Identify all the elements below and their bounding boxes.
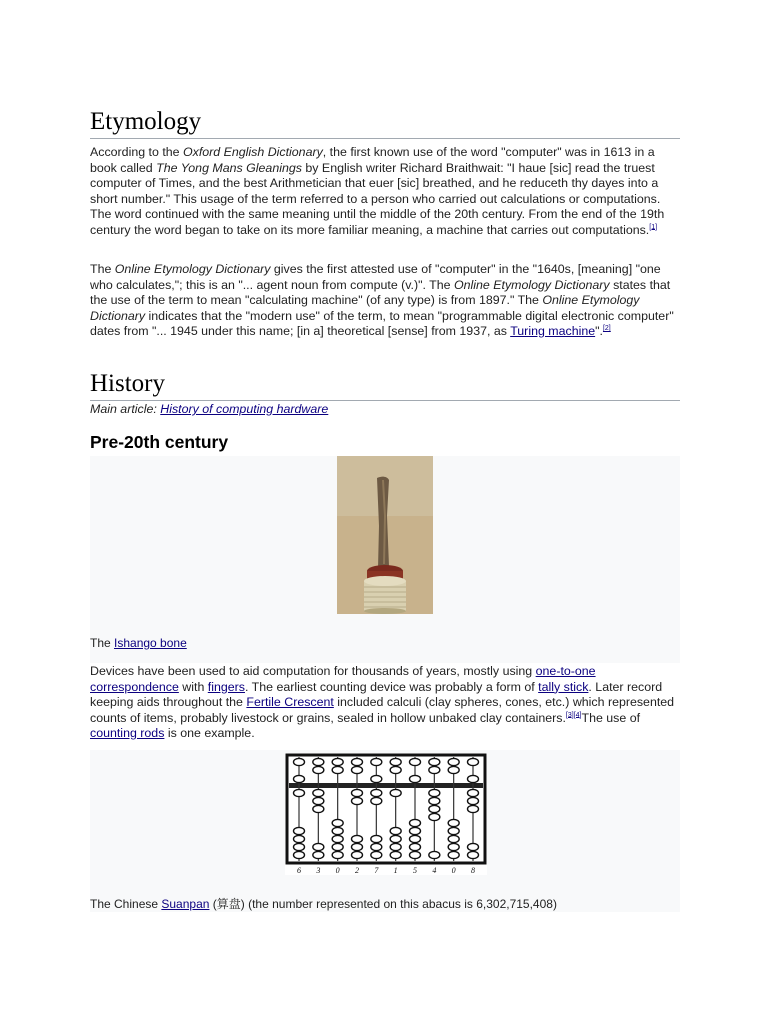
abacus-bead bbox=[294, 775, 305, 782]
abacus-bead bbox=[390, 789, 401, 796]
abacus-bead bbox=[352, 851, 363, 858]
abacus-bead bbox=[429, 813, 440, 820]
abacus-bead bbox=[468, 851, 479, 858]
abacus-bead bbox=[410, 827, 421, 834]
etymology-paragraph-2: The Online Etymology Dictionary gives the first attested use of "computer" in the "1640s, [meaning] "one who calculates,"; this is an "... agent noun from compute (v.)". The Online Etymology Dictionary states that the use of the term to mean "calculating machine" (of any type) is from 1897." The Online Etymology Dictionary indicates that the "modern use" of the term, to mean "programmable digital electronic computer" dates from "... 1945 under this name; [in a] theoretical [sense] from 1937, as Turing machine".[2] bbox=[90, 262, 674, 338]
section-heading-etymology: Etymology bbox=[90, 108, 680, 139]
abacus-digit-label: 2 bbox=[355, 866, 359, 875]
abacus-bead bbox=[429, 766, 440, 773]
subsection-heading-pre-20th-century: Pre-20th century bbox=[90, 432, 229, 452]
abacus-bead bbox=[332, 827, 343, 834]
abacus-bead bbox=[332, 758, 343, 765]
reference-link-1[interactable]: [1] bbox=[649, 223, 658, 231]
abacus-bead bbox=[313, 766, 324, 773]
abacus-digit-label: 3 bbox=[316, 866, 321, 875]
abacus-bead bbox=[313, 843, 324, 850]
abacus-bead bbox=[410, 851, 421, 858]
abacus-bead bbox=[332, 766, 343, 773]
abacus-bead bbox=[448, 758, 459, 765]
abacus-bead bbox=[429, 797, 440, 804]
suanpan-link[interactable]: Suanpan bbox=[161, 897, 210, 911]
figure-caption-ishango: The Ishango bone bbox=[90, 636, 187, 650]
figure-suanpan bbox=[90, 750, 680, 912]
abacus-bead bbox=[332, 843, 343, 850]
tally-stick-link[interactable]: tally stick bbox=[538, 679, 589, 694]
abacus-bead bbox=[352, 797, 363, 804]
abacus-bead bbox=[410, 758, 421, 765]
abacus-bead bbox=[352, 789, 363, 796]
figure-caption-suanpan: The Chinese Suanpan (算盘) (the number represented on this abacus is 6,302,715,408) bbox=[90, 897, 557, 911]
abacus-bead bbox=[332, 819, 343, 826]
abacus-bead bbox=[313, 758, 324, 765]
suanpan-abacus-image bbox=[285, 753, 487, 875]
abacus-digit-label: 7 bbox=[374, 866, 379, 875]
abacus-digit-label: 5 bbox=[413, 866, 417, 875]
abacus-bead bbox=[371, 835, 382, 842]
reference-link-2[interactable]: [2] bbox=[602, 324, 611, 332]
abacus-bead bbox=[468, 758, 479, 765]
reference-link-3-4[interactable]: [3][4] bbox=[565, 711, 582, 719]
abacus-bead bbox=[294, 835, 305, 842]
abacus-digit-label: 8 bbox=[471, 866, 475, 875]
abacus-bead bbox=[410, 775, 421, 782]
abacus-bead bbox=[468, 797, 479, 804]
abacus-bead bbox=[410, 843, 421, 850]
abacus-bead bbox=[371, 843, 382, 850]
abacus-bead bbox=[390, 851, 401, 858]
abacus-bead bbox=[448, 851, 459, 858]
abacus-bead bbox=[294, 758, 305, 765]
abacus-bead bbox=[313, 789, 324, 796]
abacus-bead bbox=[352, 843, 363, 850]
abacus-bead bbox=[390, 758, 401, 765]
abacus-bead bbox=[468, 789, 479, 796]
ishango-bone-image bbox=[337, 456, 433, 614]
abacus-bead bbox=[332, 835, 343, 842]
abacus-bead bbox=[448, 835, 459, 842]
abacus-bead bbox=[410, 835, 421, 842]
abacus-bead bbox=[352, 766, 363, 773]
fingers-link[interactable]: fingers bbox=[207, 679, 245, 694]
abacus-bead bbox=[468, 805, 479, 812]
abacus-bead bbox=[448, 827, 459, 834]
abacus-digit-label: 0 bbox=[335, 866, 340, 875]
abacus-bead bbox=[390, 843, 401, 850]
abacus-bead bbox=[294, 851, 305, 858]
abacus-bead bbox=[294, 843, 305, 850]
abacus-bead bbox=[390, 766, 401, 773]
fertile-crescent-link[interactable]: Fertile Crescent bbox=[246, 695, 334, 709]
abacus-bead bbox=[429, 805, 440, 812]
ishango-bone-link[interactable]: Ishango bone bbox=[114, 636, 187, 650]
counting-rods-link[interactable]: counting rods bbox=[90, 726, 165, 740]
abacus-bead bbox=[371, 851, 382, 858]
abacus-bead bbox=[294, 789, 305, 796]
abacus-bead bbox=[410, 819, 421, 826]
etymology-paragraph-1: According to the Oxford English Dictionary, the first known use of the word "computer" was in 1613 in a book called The Yong Mans Gleanings by English writer Richard Braithwait: "I haue [sic] read the truest computer of Times, and the best Arithmetician that euer [sic] breathed, and he reduceth thy dayes into a short number." This usage of the term referred to a person who carried out calculations or computations. The word continued with the same meaning until the middle of the 20th century. From the end of the 19th century the word began to take on its more familiar meaning, a machine that carries out computations.[1] bbox=[90, 145, 665, 237]
main-article-note: Main article: History of computing hardware bbox=[90, 402, 329, 416]
abacus-bead bbox=[448, 843, 459, 850]
figure-ishango-bone bbox=[90, 456, 680, 663]
abacus-bead bbox=[468, 843, 479, 850]
abacus-bead bbox=[313, 805, 324, 812]
abacus-digit-label: 4 bbox=[432, 866, 437, 875]
abacus-bead bbox=[352, 758, 363, 765]
abacus-bead bbox=[448, 819, 459, 826]
abacus-bead bbox=[352, 835, 363, 842]
abacus-bead bbox=[371, 789, 382, 796]
abacus-bead bbox=[390, 827, 401, 834]
abacus-bead bbox=[313, 851, 324, 858]
abacus-bead bbox=[429, 758, 440, 765]
history-of-computing-hardware-link[interactable]: History of computing hardware bbox=[160, 402, 329, 416]
abacus-bead bbox=[371, 775, 382, 782]
abacus-digit-label: 0 bbox=[451, 866, 456, 875]
abacus-digit-label: 1 bbox=[393, 866, 398, 875]
abacus-bead bbox=[371, 758, 382, 765]
abacus-bead bbox=[313, 797, 324, 804]
abacus-bead bbox=[468, 775, 479, 782]
one-to-one-correspondence-link[interactable]: one-to-one correspondence bbox=[90, 664, 596, 694]
abacus-bead bbox=[429, 789, 440, 796]
abacus-bead bbox=[371, 797, 382, 804]
abacus-bead bbox=[429, 851, 440, 858]
abacus-bead bbox=[294, 827, 305, 834]
abacus-bead bbox=[448, 766, 459, 773]
turing-machine-link[interactable]: Turing machine bbox=[510, 324, 596, 338]
section-heading-history: History bbox=[90, 370, 680, 401]
abacus-bead bbox=[390, 835, 401, 842]
history-paragraph-1: Devices have been used to aid computation for thousands of years, mostly using one-to-one correspondence with fingers. The earliest counting device was probably a form of tally stick. Later record keeping aids throughout the Fertile Crescent included calculi (clay spheres, cones, etc.) which represented counts of items, probably livestock or grains, sealed in hollow unbaked clay containers.[3][4]The use of counting rods is one example. bbox=[90, 664, 675, 740]
abacus-digit-label: 6 bbox=[297, 866, 301, 875]
abacus-bead bbox=[332, 851, 343, 858]
